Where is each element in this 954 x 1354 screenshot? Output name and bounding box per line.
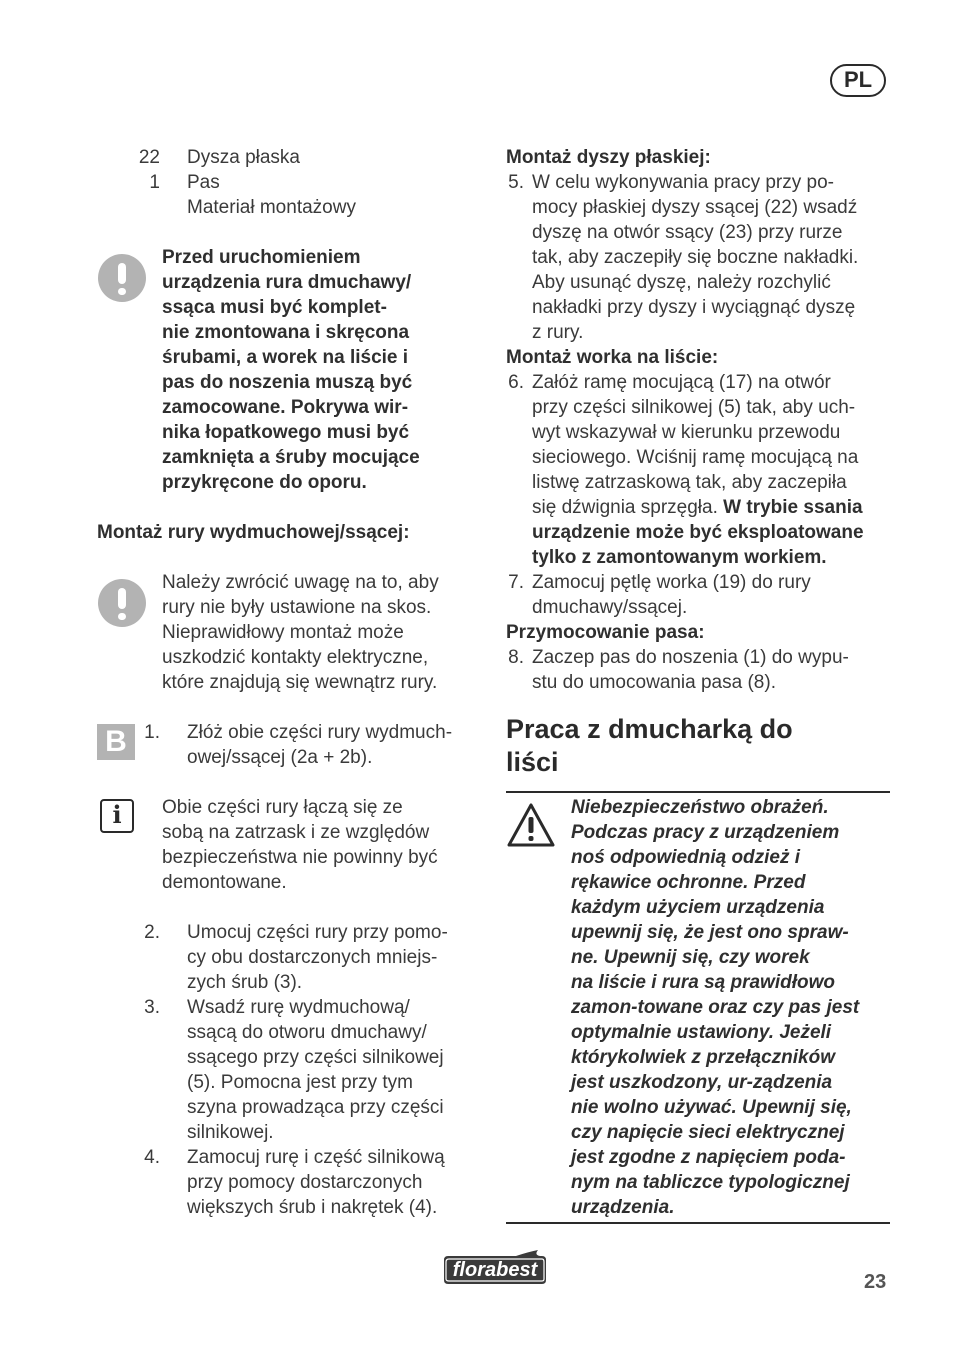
- step-number: 3.: [144, 997, 160, 1018]
- step-line: tak, aby zaczepiły się boczne nakładki.: [532, 247, 859, 268]
- section-heading-pipe: Montaż rury wydmuchowej/ssącej:: [97, 522, 410, 543]
- step-line: ssącą do otworu dmuchawy/: [187, 1022, 427, 1043]
- warning-line: Przed uruchomieniem: [162, 247, 361, 268]
- florabest-logo: [438, 1250, 550, 1288]
- warning-line: Nieprawidłowy montaż może: [162, 622, 404, 643]
- step-line: Złóż obie części rury wydmuch-: [187, 722, 453, 743]
- warning-line: Należy zwrócić uwagę na to, aby: [162, 572, 439, 593]
- danger-line: upewnij się, że jest ono spraw-: [571, 922, 849, 943]
- step-line-bold: W trybie ssania: [723, 497, 863, 518]
- warning-line: przykręcone do oporu.: [162, 472, 367, 493]
- step-line: większych śrub i nakrętek (4).: [187, 1197, 438, 1218]
- warning-line: śrubami, a worek na liście i: [162, 347, 409, 368]
- step-line: Zamocuj rurę i część silnikową: [187, 1147, 445, 1168]
- figure-b-label: B: [97, 724, 135, 760]
- info-line: sobą na zatrzask i ze względów: [162, 822, 430, 843]
- section-heading-bag: Montaż worka na liście:: [506, 347, 719, 368]
- page-number: 23: [864, 1271, 887, 1293]
- section-title-line: liści: [506, 747, 559, 777]
- danger-triangle-icon: [506, 802, 556, 848]
- warning-note-assembly: [162, 245, 462, 495]
- step-line: nakładki przy dyszy i wyciągnąć dyszę: [532, 297, 856, 318]
- step-8-text: [532, 645, 902, 695]
- step-line: listwę zatrzaskową tak, aby zaczepiła: [532, 472, 847, 493]
- warning-exclamation-icon: [98, 254, 146, 302]
- step-number: 4.: [144, 1147, 160, 1168]
- info-icon: i: [100, 799, 134, 833]
- warning-exclamation-icon: [98, 579, 146, 627]
- warning-line: nie zmontowana i skręcona: [162, 322, 410, 343]
- warning-line: urządzenia rura dmuchawy/: [162, 272, 412, 293]
- section-heading-belt: Przymocowanie pasa:: [506, 622, 705, 643]
- step-line: W celu wykonywania pracy przy po-: [532, 172, 834, 193]
- warning-line: zamocowane. Pokrywa wir-: [162, 397, 409, 418]
- danger-line: czy napięcie sieci elektrycznej: [571, 1122, 845, 1143]
- step-3-text: [187, 995, 487, 1145]
- step-4-text: [187, 1145, 487, 1220]
- step-line: zych śrub (3).: [187, 972, 303, 993]
- step-1-text: [187, 720, 487, 770]
- danger-line: urządzenia.: [571, 1197, 675, 1218]
- warning-line: zamknięta a śruby mocujące: [162, 447, 420, 468]
- warning-line: które znajdują się wewnątrz rury.: [162, 672, 438, 693]
- step-7-text: [532, 570, 902, 620]
- part-label: Pas: [187, 172, 220, 193]
- step-line: przy części silnikowej (5) tak, aby uch-: [532, 397, 856, 418]
- warning-line: ssąca musi być komplet-: [162, 297, 387, 318]
- danger-line: noś odpowiednią odzież i: [571, 847, 801, 868]
- step-line: mocy płaskiej dyszy ssącej (22) wsadź: [532, 197, 858, 218]
- danger-line: każdym użyciem urządzenia: [571, 897, 825, 918]
- step-number: 2.: [144, 922, 160, 943]
- step-line: Zamocuj pętlę worka (19) do rury: [532, 572, 811, 593]
- danger-line: jest uszkodzony, ur-ządzenia: [571, 1072, 833, 1093]
- step-line: ssącego przy części silnikowej: [187, 1047, 444, 1068]
- danger-line: nie wolno używać. Upewnij się,: [571, 1097, 852, 1118]
- step-line: dmuchawy/ssącej.: [532, 597, 688, 618]
- section-heading-nozzle: Montaż dyszy płaskiej:: [506, 147, 711, 168]
- warning-line: pas do noszenia muszą być: [162, 372, 413, 393]
- step-number: 6.: [508, 372, 524, 393]
- logo-text: florabest: [452, 1259, 538, 1281]
- danger-line: optymalnie ustawiony. Jeżeli: [571, 1022, 832, 1043]
- step-line: Wsadź rurę wydmuchową/: [187, 997, 410, 1018]
- info-line: Obie części rury łączą się ze: [162, 797, 403, 818]
- danger-note: [571, 795, 896, 1220]
- step-line: (5). Pomocna jest przy tym: [187, 1072, 413, 1093]
- danger-line: nym na tabliczce typologicznej: [571, 1172, 850, 1193]
- step-line: Załóż ramę mocującą (17) na otwór: [532, 372, 831, 393]
- step-6-text: [532, 370, 902, 570]
- section-title: [506, 713, 896, 779]
- danger-line: Podczas pracy z urządzeniem: [571, 822, 840, 843]
- warning-line: nika łopatkowego musi być: [162, 422, 410, 443]
- divider-top: [506, 791, 890, 793]
- step-number: 1.: [144, 722, 160, 743]
- step-line: cy obu dostarczonych mniejs-: [187, 947, 438, 968]
- step-number: 5.: [508, 172, 524, 193]
- danger-line: którykolwiek z przełączników: [571, 1047, 835, 1068]
- info-note: [162, 795, 472, 895]
- danger-line: ne. Upewnij się, czy worek: [571, 947, 810, 968]
- info-line: demontowane.: [162, 872, 287, 893]
- step-line: owej/ssącej (2a + 2b).: [187, 747, 373, 768]
- step-2-text: [187, 920, 487, 995]
- part-label: Materiał montażowy: [187, 197, 356, 218]
- warning-line: uszkodzić kontakty elektryczne,: [162, 647, 429, 668]
- step-line: z rury.: [532, 322, 584, 343]
- warning-note-alignment: [162, 570, 472, 695]
- part-number: 22: [138, 147, 160, 168]
- step-line-bold: tylko z zamontowanym workiem.: [532, 547, 827, 568]
- step-line: szyna prowadząca przy części: [187, 1097, 444, 1118]
- step-5-text: [532, 170, 902, 345]
- step-line: [532, 495, 902, 520]
- warning-line: rury nie były ustawione na skos.: [162, 597, 432, 618]
- step-number: 8.: [508, 647, 524, 668]
- divider-bottom: [506, 1222, 890, 1224]
- danger-line: Niebezpieczeństwo obrażeń.: [571, 797, 829, 818]
- danger-line: rękawice ochronne. Przed: [571, 872, 806, 893]
- step-line: sieciowego. Wciśnij ramę mocującą na: [532, 447, 859, 468]
- step-number: 7.: [508, 572, 524, 593]
- step-line-plain: się dźwignia sprzęgła.: [532, 497, 724, 518]
- step-line: silnikowej.: [187, 1122, 274, 1143]
- step-line: stu do umocowania pasa (8).: [532, 672, 776, 693]
- danger-line: zamon-towane oraz czy pas jest: [571, 997, 860, 1018]
- part-number: 1: [149, 172, 160, 193]
- step-line: Umocuj części rury przy pomo-: [187, 922, 448, 943]
- danger-line: na liście i rura są prawidłowo: [571, 972, 835, 993]
- language-badge: PL: [830, 64, 886, 97]
- step-line: Aby usunąć dyszę, należy rozchylić: [532, 272, 831, 293]
- info-line: bezpieczeństwa nie powinny być: [162, 847, 438, 868]
- step-line-bold: urządzenie może być eksploatowane: [532, 522, 864, 543]
- step-line: przy pomocy dostarczonych: [187, 1172, 423, 1193]
- danger-line: jest zgodne z napięciem poda-: [571, 1147, 846, 1168]
- part-label: Dysza płaska: [187, 147, 300, 168]
- section-title-line: Praca z dmucharką do: [506, 714, 793, 744]
- step-line: Zaczep pas do noszenia (1) do wypu-: [532, 647, 849, 668]
- step-line: wyt wskazywał w kierunku przewodu: [532, 422, 841, 443]
- step-line: dyszę na otwór ssący (23) przy rurze: [532, 222, 843, 243]
